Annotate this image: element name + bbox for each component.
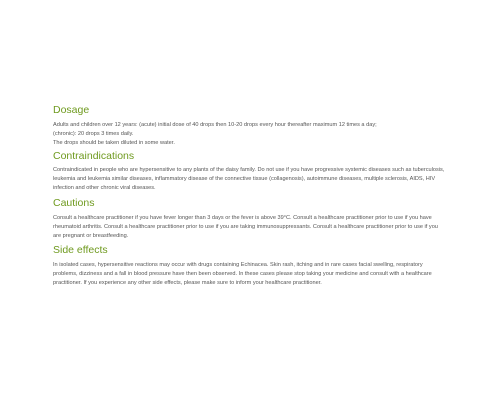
- dosage-heading: Dosage: [53, 104, 90, 116]
- cautions-line: rheumatoid arthritis. Consult a healthcare practitioner prior to use if you are taking immunosuppressants. Consult a healthcare practitioner prior to use if you: [53, 223, 438, 230]
- dosage-section: [53, 104, 449, 148]
- contraindications-line: Contraindicated in people who are hypersensitive to any plants of the daisy family. Do not use if you have progressive systemic diseases such as tuberculosis,: [53, 167, 445, 174]
- side-effects-text: [53, 261, 449, 288]
- side-effects-line: problems, dizziness and a fall in blood pressure have then been observed. In these cases please stop taking your medicine and consult with a healthcare: [53, 270, 432, 277]
- contraindications-text: [53, 166, 449, 193]
- dosage-line: Adults and children over 12 years: (acute) initial dose of 40 drops then 10-20 drops every hour thereafter maximum 12 times a day;: [53, 122, 377, 128]
- dosage-line: The drops should be taken diluted in some water.: [53, 140, 175, 147]
- side-effects-heading: Side effects: [53, 243, 108, 256]
- side-effects-line: practitioner. If you experience any other side effects, please make sure to inform your healthcare practitioner.: [53, 280, 322, 287]
- product-info-content: [53, 104, 449, 288]
- side-effects-line: In isolated cases, hypersensitive reactions may occur with drugs containing Echinacea. Skin rash, itching and in rare cases facial swelling, respiratory: [53, 261, 423, 268]
- dosage-text: [53, 121, 449, 148]
- dosage-line: (chronic): 20 drops 3 times daily.: [53, 131, 134, 138]
- cautions-line: are pregnant or breastfeeding.: [53, 232, 129, 239]
- contraindications-line: infection and other chronic viral diseases.: [53, 185, 156, 192]
- contraindications-section: [53, 150, 449, 193]
- contraindications-heading: Contraindications: [53, 150, 135, 163]
- contraindications-line: leukemia and leukemia similar diseases, inflammatory disease of the connective tissue (collagenosis), autoimmune diseases, multiple sclerosis, AIDS, HIV: [53, 176, 436, 183]
- cautions-text: [53, 214, 449, 241]
- cautions-section: [53, 197, 449, 241]
- cautions-heading: Cautions: [53, 196, 95, 209]
- cautions-line: Consult a healthcare practitioner if you have fever longer than 3 days or the fever is above 39°C. Consult a healthcare practitioner prior to use if you have: [53, 214, 432, 221]
- side-effects-section: [53, 244, 449, 288]
